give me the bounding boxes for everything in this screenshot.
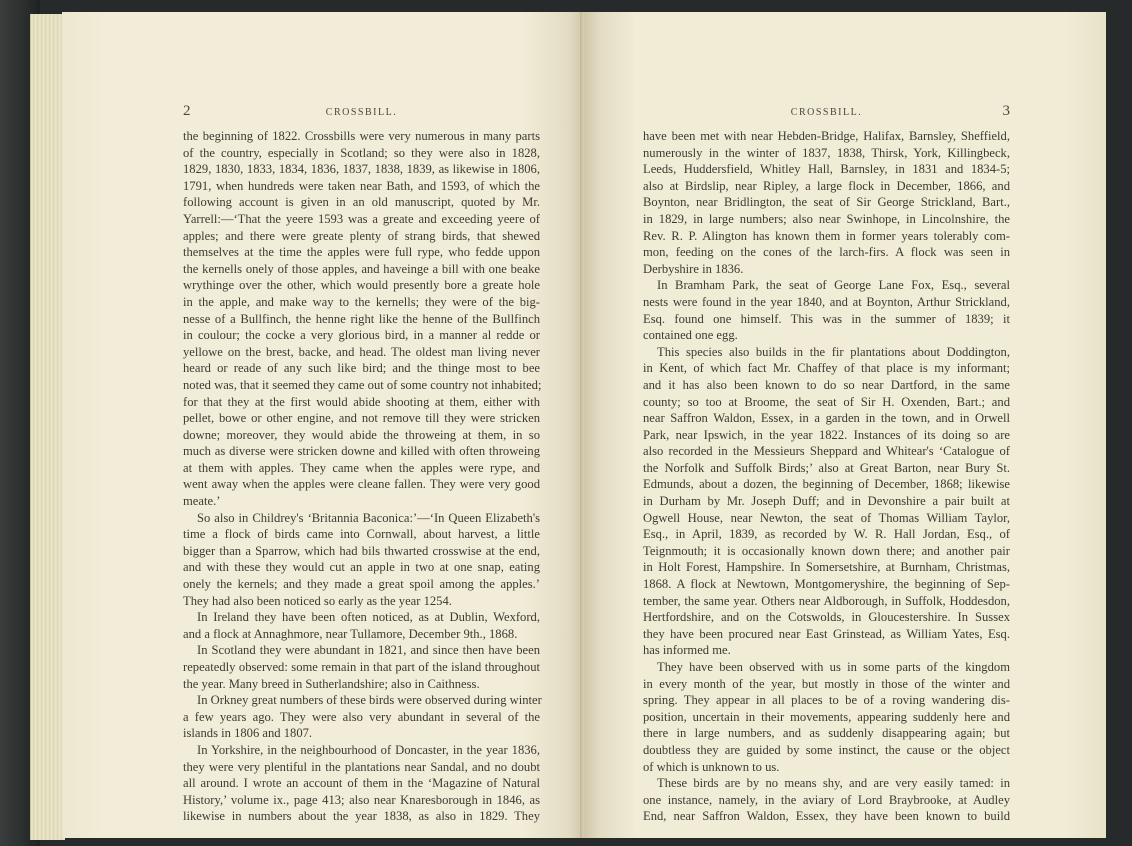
text-line: In Bramham Park, the seat of George Lane Fox, Esq., several — [657, 278, 1010, 293]
text-line: In Orkney great numbers of these birds were observed during winter — [197, 693, 542, 708]
text-line: tember, the same year. Others near Aldborough, in Suffolk, Hoddesdon, — [643, 593, 1010, 608]
text-line: heard or reade of any such like bird; and the thinge most to bee — [183, 361, 540, 376]
text-line: meate.’ — [183, 494, 221, 509]
text-line: wrythinge over the other, which would presently bore a greate hole — [183, 278, 540, 293]
text-line: they have been procured near East Grinstead, as William Yates, Esq. — [643, 626, 1010, 641]
text-line: 1791, when hundreds were taken near Bath, and 1593, of which the — [183, 178, 540, 193]
text-line: the Norfolk and Suffolk Birds;’ also at Great Barton, near Bury St. — [643, 460, 1010, 475]
text-line: Esq. found one himself. This was in the summer of 1839; it — [643, 311, 1010, 326]
text-line: Esq., in April, 1839, as recorded by W. R. Hall Jordan, Esq., of — [643, 527, 1010, 542]
text-line: the kernells onely of those apples, and haveinge a bill with one beake — [183, 261, 540, 276]
text-line: in Holt Forest, Hampshire. In Somersetshire, at Burnham, Christmas, — [643, 560, 1010, 575]
text-line: Hertfordshire, and on the Cotswolds, in Gloucestershire. In Sussex — [643, 610, 1010, 625]
text-line: doubtless they are guided by some instinct, the cause or the object — [643, 742, 1010, 757]
text-line: nesse of a Bullfinch, the henne right like the henne of the Bullfinch — [183, 311, 540, 326]
left-page-body — [183, 128, 540, 825]
text-line: near Saffron Waldon, Essex, in a garden in the town, and in Orwell — [643, 411, 1010, 426]
right-page-header — [643, 102, 1010, 124]
text-line: In Ireland they have been often noticed, as at Dublin, Wexford, — [197, 610, 540, 625]
text-line: following account is given in an old manuscript, quoted by Mr. — [183, 195, 540, 210]
text-line: also at Birdslip, near Ripley, a large flock in December, 1866, and — [643, 178, 1010, 193]
text-line: pellet, bowe or other engine, and not remove till they were stricken — [183, 411, 540, 426]
text-line: Edmunds, about a dozen, the beginning of December, 1868; likewise — [643, 477, 1010, 492]
text-line: went away when the apples were cleane fallen. They were very good — [183, 477, 540, 492]
text-line: Park, near Ipswich, in the year 1822. Instances of its doing so are — [643, 427, 1010, 442]
text-line: and with these they would cut an apple in two at one snap, eating — [183, 560, 540, 575]
text-line: Boynton, near Bridlington, the seat of Sir George Strickland, Bart., — [643, 195, 1010, 210]
right-page — [584, 12, 1106, 838]
text-line: onely the kernels; and they made a great spoil among the apples.’ — [183, 577, 540, 592]
text-line: mon, feeding on the cones of the larch-firs. A flock was seen in — [643, 245, 1010, 260]
right-page-body — [643, 128, 1010, 825]
text-line: the year. Many breed in Sutherlandshire; also in Caithness. — [183, 676, 480, 691]
text-line: Ogwell House, near Newton, the seat of Thomas William Taylor, — [643, 510, 1010, 525]
text-line: History,’ volume ix., page 413; also near Knaresborough in 1846, as — [183, 792, 540, 807]
text-line: in every month of the year, but mostly in those of the winter and — [643, 676, 1010, 691]
text-line: in Durham by Mr. Joseph Duff; and in Devonshire a pair built at — [643, 494, 1010, 509]
text-line: contained one egg. — [643, 328, 738, 343]
text-line: noted was, that it seemed they came out of some country not inhabited; — [183, 377, 542, 392]
text-line: They had also been noticed so early as the year 1254. — [183, 593, 452, 608]
text-line: nests were found in the year 1840, and at Boynton, Arthur Strickland, — [643, 294, 1010, 309]
text-line: all around. I wrote an account of them in the ‘Magazine of Natural — [183, 776, 540, 791]
text-line: islands in 1806 and 1807. — [183, 726, 313, 741]
text-line: the beginning of 1822. Crossbills were very numerous in many parts — [183, 129, 540, 143]
text-line: has informed me. — [643, 643, 731, 658]
text-line: apples; and there were greate plenty of strang birds, that shewed — [183, 228, 540, 243]
text-line: in the apple, and make way to the kernells; they were of the big- — [183, 294, 540, 309]
text-line: 1868. A flock at Newtown, Montgomeryshire, the beginning of Sep- — [643, 577, 1010, 592]
text-line: End, near Saffron Waldon, Essex, they have been known to build — [643, 809, 1010, 824]
text-line: bigger than a Sparrow, which had bils thwarted crosswise at the end, — [183, 543, 540, 558]
text-line: and a flock at Annaghmore, near Tullamore, December 9th., 1868. — [183, 626, 518, 641]
text-line: and it has also been known to do so near Dartford, in the same — [643, 377, 1010, 392]
text-line: Rev. R. P. Alington has known them in former years tolerably com- — [643, 228, 1010, 243]
text-line: numerously in the winter of 1837, 1838, Thirsk, York, Killingbeck, — [643, 145, 1010, 160]
text-line: time a flock of birds came into Cornwall, about harvest, a little — [183, 527, 540, 542]
left-page-header — [183, 102, 540, 124]
text-line: spring. They appear in all places to be of a roving wandering dis- — [643, 693, 1010, 708]
text-line: they were very plentiful in the plantations near Sandal, and no doubt — [183, 759, 540, 774]
text-line: much as diverse were stricken downe and killed with often throweing — [183, 444, 540, 459]
text-line: position, uncertain in their movements, appearing suddenly here and — [643, 709, 1010, 724]
text-line: at them with apples. They came when the apples were rype, and — [183, 460, 540, 475]
text-line: Leeds, Huddersfield, Whitley Hall, Barnsley, in 1831 and 1834-5; — [643, 162, 1010, 177]
left-running-head: CROSSBILL. — [325, 107, 398, 118]
text-line: in 1829, in large numbers; also near Swinhope, in Lincolnshire, the — [643, 211, 1010, 226]
text-line: also recorded in the Messieurs Sheppard and Whitear's ‘Catalogue of — [643, 444, 1010, 459]
text-line: So also in Childrey's ‘Britannia Baconica:’—‘In Queen Elizabeth's — [197, 510, 540, 525]
text-line: They have been observed with us in some parts of the kingdom — [657, 660, 1010, 674]
text-line: county; so too at Broome, the seat of Sir H. Oxenden, Bart.; and — [643, 394, 1010, 409]
text-line: In Yorkshire, in the neighbourhood of Doncaster, in the year 1836, — [197, 742, 540, 757]
text-line: downe; moreover, they would abide the throweing at them, in so — [183, 427, 540, 442]
right-page-number: 3 — [1002, 103, 1010, 119]
text-line: there in large numbers, and as suddenly disappearing again; but — [643, 726, 1010, 741]
left-page-number: 2 — [183, 103, 191, 119]
text-line: In Scotland they were abundant in 1821, and since then have been — [197, 643, 540, 658]
right-running-head: CROSSBILL. — [790, 107, 863, 118]
text-line: yellowe on the brest, backe, and head. The oldest man living never — [183, 344, 540, 359]
text-line: themselves at the time the apples were full rype, who fedde uppon — [183, 245, 540, 260]
text-line: 1829, 1830, 1833, 1834, 1836, 1837, 1838, 1839, as likewise in 1806, — [183, 162, 540, 177]
text-line: of the country, especially in Scotland; so they were also in 1828, — [183, 145, 540, 160]
text-line: Yarrell:—‘That the yeere 1593 was a greate and exceeding yeere of — [183, 211, 540, 226]
text-line: a few years ago. They were also very abundant in several of the — [183, 709, 540, 724]
text-line: one instance, namely, in the aviary of Lord Braybrooke, at Audley — [643, 792, 1010, 807]
text-line: repeatedly observed: some remain in that part of the island throughout — [183, 660, 540, 674]
text-line: likewise in numbers about the year 1838, as also in 1829. They — [183, 809, 540, 824]
page-stack-edges — [30, 14, 65, 840]
text-line: in Kent, of which fact Mr. Chaffey of that place is my informant; — [643, 361, 1010, 376]
text-line: have been met with near Hebden-Bridge, Halifax, Barnsley, Sheffield, — [643, 129, 1010, 143]
text-line: This species also builds in the fir plantations about Doddington, — [657, 344, 1010, 359]
text-line: Teignmouth; it is occasionally known down there; and another pair — [643, 543, 1010, 558]
text-line: for that they at the first would abide shooting at them, either with — [183, 394, 540, 409]
text-line: of which is unknown to us. — [643, 759, 780, 774]
left-page — [62, 12, 584, 838]
text-line: These birds are by no means shy, and are very easily tamed: in — [657, 776, 1010, 791]
text-line: in coulour; the cocke a very glorious bird, in a manner al redde or — [183, 328, 540, 343]
text-line: Derbyshire in 1836. — [643, 261, 744, 276]
